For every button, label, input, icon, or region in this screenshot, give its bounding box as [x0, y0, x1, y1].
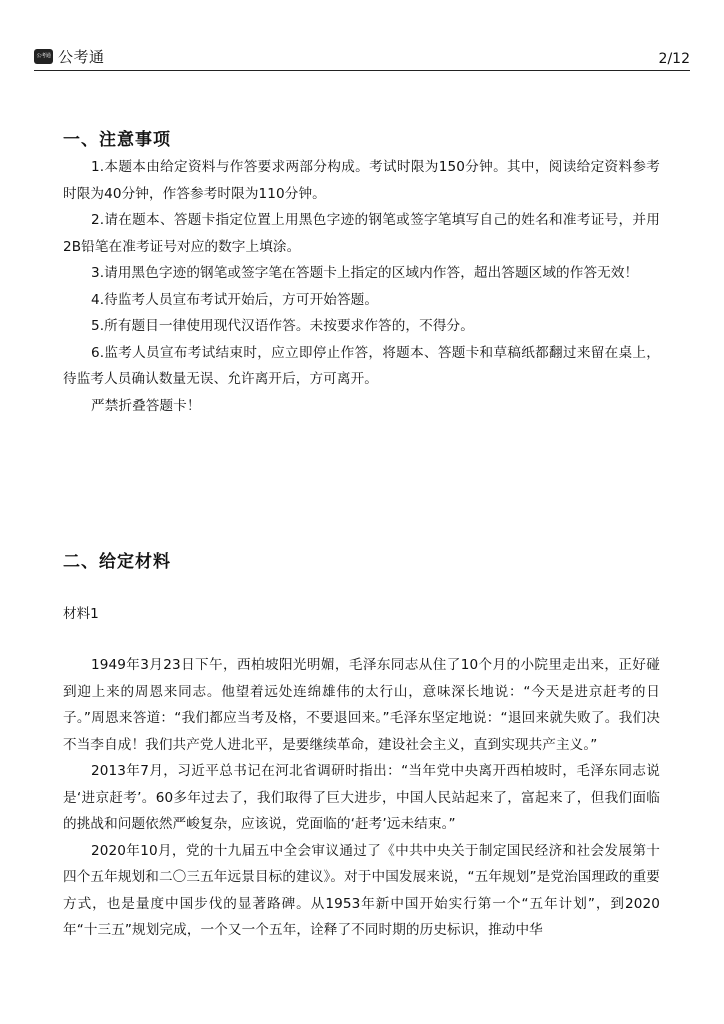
logo-mark-icon: 公考通	[34, 49, 53, 64]
page-header	[34, 42, 690, 71]
instruction-list	[63, 154, 660, 419]
instruction-item: 1.本题本由给定资料与作答要求两部分构成。考试时限为150分钟。其中，阅读给定资料参考时限为40分钟，作答参考时限为110分钟。	[63, 159, 660, 202]
brand-logo	[34, 46, 105, 67]
instruction-item: 5.所有题目一律使用现代汉语作答。未按要求作答的，不得分。	[91, 318, 474, 334]
material-paragraph: 1949年3月23日下午，西柏坡阳光明媚，毛泽东同志从住了10个月的小院里走出来，正好碰到迎上来的周恩来同志。他望着远处连绵雄伟的太行山，意味深长地说：“今天是进京赶考的日子。”周恩来答道：“我们都应当考及格，不要退回来。”毛泽东坚定地说：“退回来就失败了。我们决不当李自成！我们共产党人进北平，是要继续革命，建设社会主义，直到实现共产主义。”	[63, 657, 660, 753]
instruction-warning: 严禁折叠答题卡！	[91, 397, 201, 414]
material-body	[63, 652, 660, 944]
section-instructions	[63, 128, 660, 419]
section-heading-materials: 二、给定材料	[63, 552, 171, 572]
page-number: 2/12	[658, 51, 690, 67]
brand-name: 公考通	[58, 48, 105, 66]
instruction-item: 3.请用黑色字迹的钢笔或签字笔在答题卡上指定的区域内作答，超出答题区域的作答无效！	[91, 265, 639, 281]
section-heading-instructions: 一、注意事项	[63, 130, 171, 150]
instruction-item: 6.监考人员宣布考试结束时，应立即停止作答，将题本、答题卡和草稿纸都翻过来留在桌上，待监考人员确认数量无误、允许离开后，方可离开。	[63, 344, 660, 387]
material-paragraph: 2020年10月，党的十九届五中全会审议通过了《中共中央关于制定国民经济和社会发展第十四个五年规划和二〇三五年远景目标的建议》。对于中国发展来说，“五年规划”是党治国理政的重要方式，也是量度中国步伐的显著路碑。从1953年新中国开始实行第一个“五年计划”，到2020年“十三五”规划完成，一个又一个五年，诠释了不同时期的历史标识，推动中华	[63, 842, 660, 938]
instruction-item: 4.待监考人员宣布考试开始后，方可开始答题。	[91, 291, 379, 308]
section-materials	[63, 550, 660, 944]
material-paragraph: 2013年7月，习近平总书记在河北省调研时指出：“当年党中央离开西柏坡时，毛泽东同志说是‘进京赶考’。60多年过去了，我们取得了巨大进步，中国人民站起来了，富起来了，但我们面临的挑战和问题依然严峻复杂，应该说，党面临的‘赶考’远未结束。”	[63, 763, 660, 832]
instruction-item: 2.请在题本、答题卡指定位置上用黑色字迹的钢笔或签字笔填写自己的姓名和准考证号，并用2B铅笔在准考证号对应的数字上填涂。	[63, 212, 660, 255]
material-label: 材料1	[63, 606, 99, 622]
